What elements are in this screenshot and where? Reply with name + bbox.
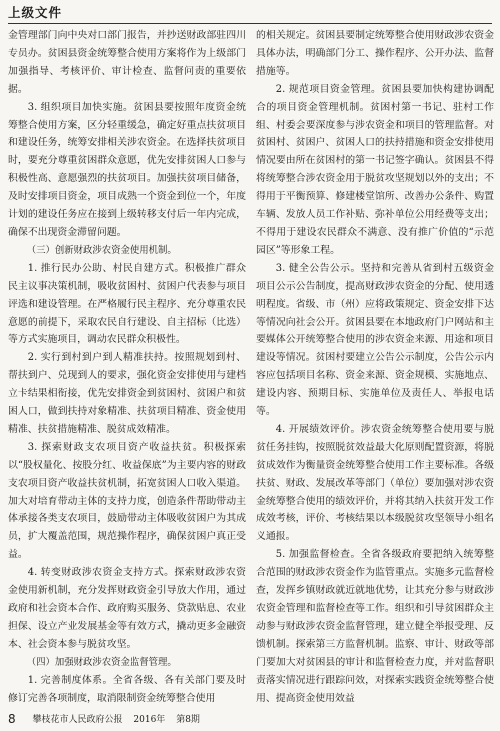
page-footer: [8, 711, 492, 727]
page-number: 8: [8, 712, 16, 726]
publication-year: 2016年: [133, 715, 166, 725]
paragraph: 4. 转变财政涉农资金支持方式。探索财政涉农资金使用新机制，充分发挥财政资金引导放大作用，通过政府和社会资本合作、政府购买服务、贷款贴息、农业担保、设立产业发展基金等有效方式，撬动更多金融资本、社会资本参与脱贫攻坚。: [8, 567, 246, 650]
issue-number: 第8期: [176, 715, 200, 725]
paragraph: 1. 推行民办公助、村民自建方式。积极推广群众民主议事决策机制，吸收贫困村、贫困户代表参与项目评选和建设管理。在严格履行民主程序、充分尊重农民意愿的前提下，采取农民自行建设、自主招标（比选）等方式实施项目，调动农民群众积极性。: [8, 262, 246, 346]
section-title: 上级文件: [8, 5, 63, 20]
paragraph: 4. 开展绩效评价。涉农资金统筹整合使用要与脱贫任务挂钩，按照脱贫效益最大化原则配置资源，将脱贫成效作为衡量资金统筹整合使用工作主要标准。各级扶贫、财政、发展改革等部门（单位）要加强对涉农资金统筹整合使用的绩效评价，并将其纳入扶贫开发工作成效考核，评价、考核结果以本级脱贫攻坚领导小组名义通报。: [256, 423, 494, 543]
paragraph: 3. 健全公告公示。坚持和完善从省到村五级资金项目公示公告制度，提高财政涉农资金的分配、使用透明程度。省级、市（州）应将政策规定、资金安排下达等情况向社会公开。贫困县要在本地政府门户网站和主要媒体公开统筹整合使用的涉农资金来源、用途和项目建设等情况。贫困村要建立公告公示制度，公告公示内容应包括项目名称、资金来源、资金规模、实施地点、建设内容、预期目标、实施单位及责任人、举报电话等。: [256, 262, 494, 418]
page-header: [8, 2, 492, 22]
paragraph: 的相关规定。贫困县要制定统筹整合使用财政涉农资金具体办法，明确部门分工、操作程序、公开办法、监督措施等。: [256, 30, 494, 77]
header-divider: [8, 23, 492, 24]
section-heading: （三）创新财政涉农资金使用机制。: [26, 244, 177, 256]
paragraph: 5. 加强监督检查。全省各级政府要把纳入统筹整合范围的财政涉农资金作为监管重点。实施多元监督检查，发挥乡镇财政就近就地优势，让其充分参与财政涉农资金管理和监督检查等工作。组织和引导贫困群众主动参与财政涉农资金监督管理，建立健全举报受理、反馈机制。探索第三方监督机制。监察、审计、财政等部门要加大对贫困县的审计和监督检查力度，并对监督职责落实情况进行跟踪问效，对探索实践资金统筹整合使用、提高资金使用效益: [256, 549, 494, 704]
section-heading: （四）加强财政涉农资金监督管理。: [26, 656, 177, 668]
paragraph: 2. 规范项目资金管理。贫困县要加快构建协调配合的项目资金管理机制。贫困村第一书记、驻村工作组、村委会要深度参与涉农资金和项目的管理监督。对贫困村、贫困户、贫困人口的扶持措施和资金安排使用情况要由所在贫困村的第一书记签字确认。贫困县不得将统筹整合涉农资金用于脱贫攻坚规划以外的支出；不得用于平衡预算、修建楼堂馆所、改善办公条件、购置车辆、发放人员工作补贴、弥补单位公用经费等支出；不得用于建设农民群众不满意、没有推广价值的“示范园区”等形象工程。: [256, 83, 494, 256]
paragraph: 3. 组织项目加快实施。贫困县要按照年度资金统筹整合使用方案，区分轻重缓急，确定好重点扶贫项目和建设任务，统筹安排相关涉农资金。在选择扶贫项目时，要充分尊重贫困群众意愿，优先安排贫困人口参与积极性高、意愿强烈的扶贫项目。加强扶贫项目储备，及时安排项目资金，项目成熟一个资金到位一个，年度计划的建设任务应在接到上级转移支付后一年内完成，确保不出现资金滞留问题。: [8, 101, 246, 238]
left-column: [8, 27, 246, 705]
publication-name: 攀枝花市人民政府公报: [32, 715, 123, 725]
paragraph: 2. 实行到村到户到人精准扶持。按照规划到村、帮扶到户、兑现到人的要求，强化资金安排使用与建档立卡结果相衔接，优先安排资金到贫困村、贫困户和贫困人口，做到扶持对象精准、扶贫项目精准、资金使用精准、扶贫措施精准、脱贫成效精准。: [8, 352, 246, 435]
paragraph: 金管理部门向中央对口部门报告，并抄送财政部驻四川专员办。贫困县资金统筹整合使用方案将作为上级部门加强指导、考核评价、审计检查、监督问责的重要依据。: [8, 30, 246, 95]
paragraph: 1. 完善制度体系。全省各级、各有关部门要及时修订完善各项制度，取消限制资金统筹整合使用: [8, 674, 246, 704]
right-column: [256, 27, 494, 705]
paragraph: 3. 探索财政支农项目资产收益扶贫。积极探索以“股权量化、按股分红、收益保底”为主要内容的财政支农项目资产收益扶贫机制，拓宽贫困人口收入渠道。加大对培育带动主体的支持力度，创造条件帮助带动主体承接各类支农项目，鼓励带动主体吸收贫困户为其成员，扩大覆盖范围，规范操作程序，确保贫困户真正受益。: [8, 441, 246, 561]
